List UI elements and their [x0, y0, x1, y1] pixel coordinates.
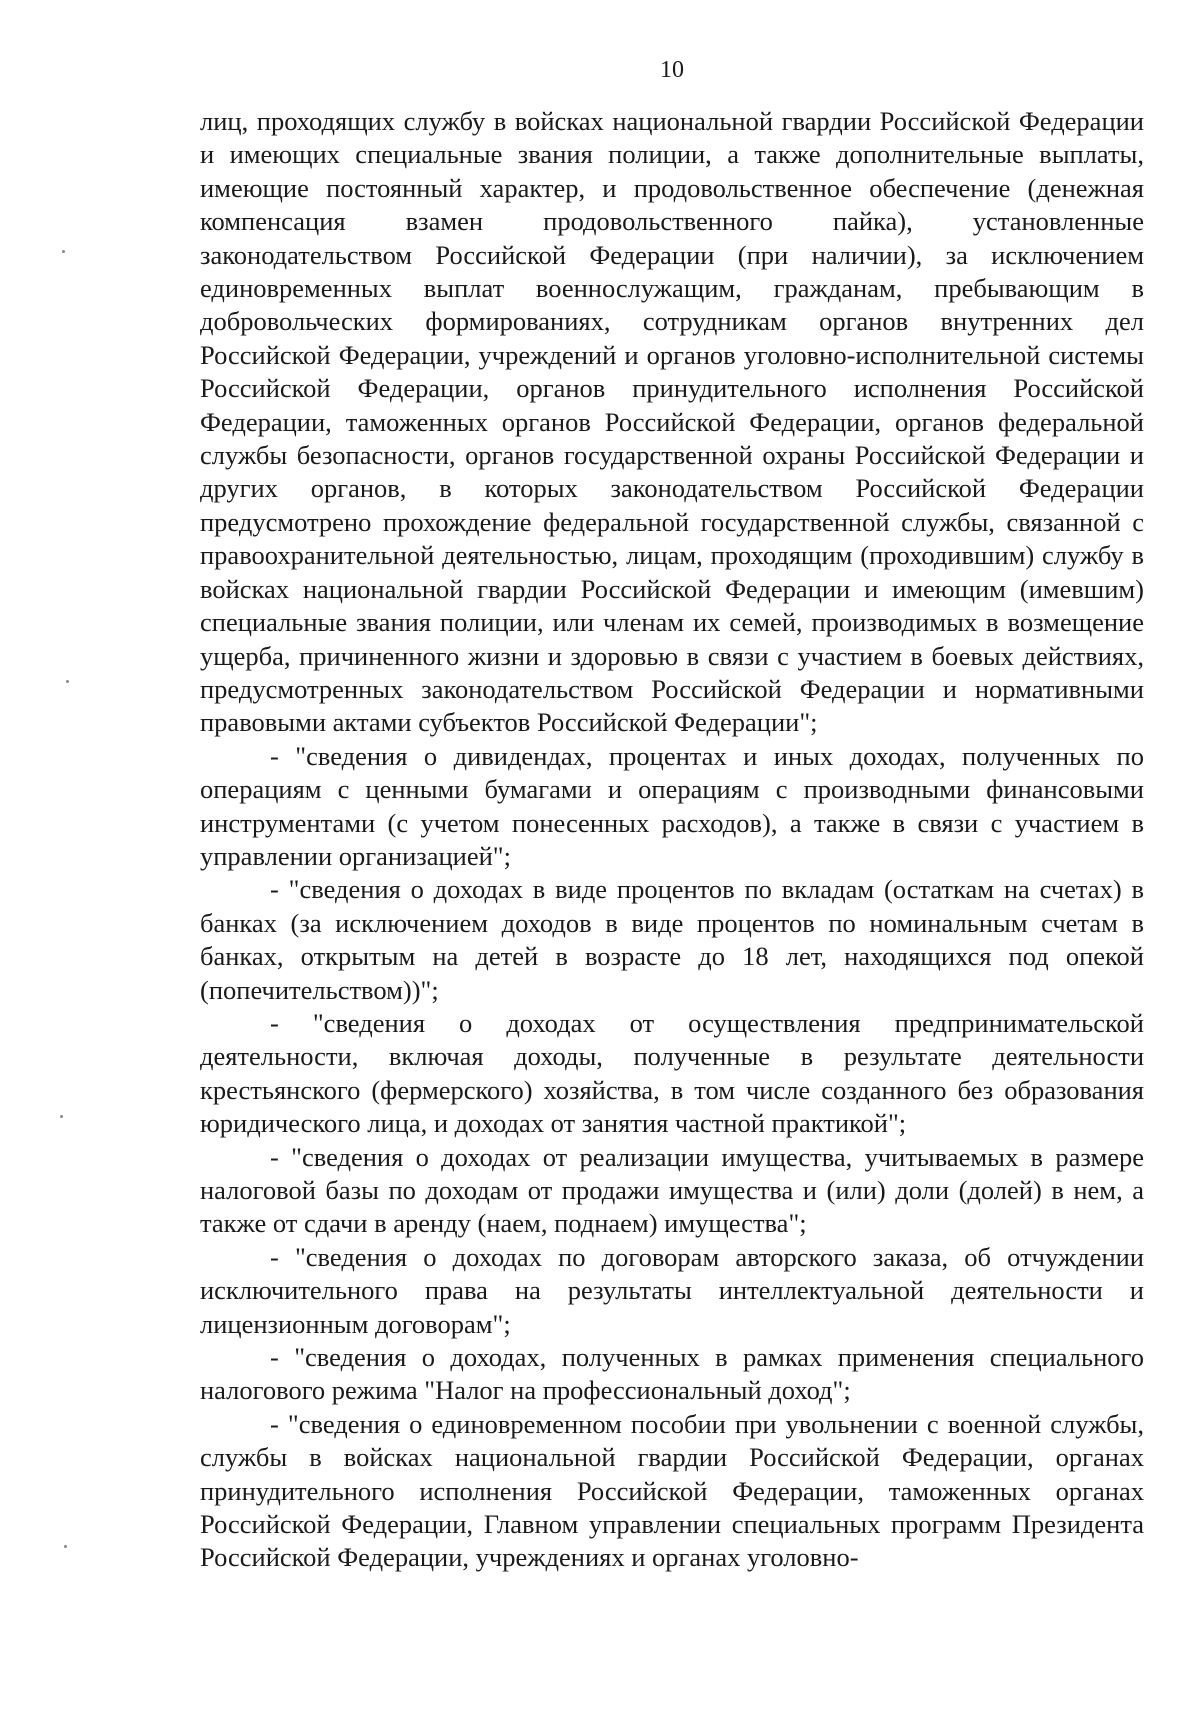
- document-body: [200, 105, 1144, 1575]
- page-number: 10: [660, 57, 684, 83]
- paragraph-dividends: - "сведения о дивидендах, процентах и иных доходах, полученных по операциям с ценными бумагами и операциям с производными финансовыми инструментами (с учетом понесенных расходов), а также в связи с участием в управлении организацией";: [200, 740, 1144, 871]
- scan-speck: [62, 250, 65, 253]
- scan-speck: [60, 1115, 63, 1118]
- paragraph-copyright-income: - "сведения о доходах по договорам авторского заказа, об отчуждении исключительного права на результаты интеллектуальной деятельности и лицензионным договорам";: [200, 1241, 1144, 1339]
- paragraph-professional-tax: - "сведения о доходах, полученных в рамках применения специального налогового режима "Налог на профессиональный доход";: [200, 1342, 1144, 1406]
- scan-speck: [66, 680, 69, 683]
- paragraph-deposit-interest: - "сведения о доходах в виде процентов по вкладам (остаткам на счетах) в банках (за исключением доходов в виде процентов по номинальным счетам в банках, открытым на детей в возрасте до 18 лет, находящихся под опекой (попечительством))";: [200, 874, 1144, 1005]
- paragraph-severance-allowance: - "сведения о единовременном пособии при увольнении с военной службы, службы в войсках национальной гвардии Российской Федерации, органах принудительного исполнения Российской Федерации, таможенных органах Российской Федерации, Главном управлении специальных программ Президента Российской Федерации, учреждениях и органах уголовно-: [200, 1408, 1144, 1573]
- paragraph-property-income: - "сведения о доходах от реализации имущества, учитываемых в размере налоговой базы по доходам от продажи имущества и (или) доли (долей) в нем, а также от сдачи в аренду (наем, поднаем) имущества";: [200, 1141, 1144, 1239]
- scan-speck: [64, 1545, 67, 1548]
- paragraph-continuation: лиц, проходящих службу в войсках национальной гвардии Российской Федерации и имеющих специальные звания полиции, а также дополнительные выплаты, имеющие постоянный характер, и продовольственное обеспечение (денежная компенсация взамен продовольственного пайка), установленные законодательством Российской Федерации (при наличии), за исключением единовременных выплат военнослужащим, гражданам, пребывающим в добровольческих формированиях, сотрудникам органов внутренних дел Российской Федерации, учреждений и органов уголовно-исполнительной системы Российской Федерации, органов принудительного исполнения Российской Федерации, таможенных органов Российской Федерации, органов федеральной службы безопасности, органов государственной охраны Российской Федерации и других органов, в которых законодательством Российской Федерации предусмотрено прохождение федеральной государственной службы, связанной с правоохранительной деятельностью, лицам, проходящим (проходившим) службу в войсках национальной гвардии Российской Федерации и имеющим (имевшим) специальные звания полиции, или членам их семей, производимых в возмещение ущерба, причиненного жизни и здоровью в связи с участием в боевых действиях, предусмотренных законодательством Российской Федерации и нормативными правовыми актами субъектов Российской Федерации";: [200, 106, 1144, 738]
- paragraph-business-income: - "сведения о доходах от осуществления предпринимательской деятельности, включая доходы, полученные в результате деятельности крестьянского (фермерского) хозяйства, в том числе созданного без образования юридического лица, и доходах от занятия частной практикой";: [200, 1007, 1144, 1139]
